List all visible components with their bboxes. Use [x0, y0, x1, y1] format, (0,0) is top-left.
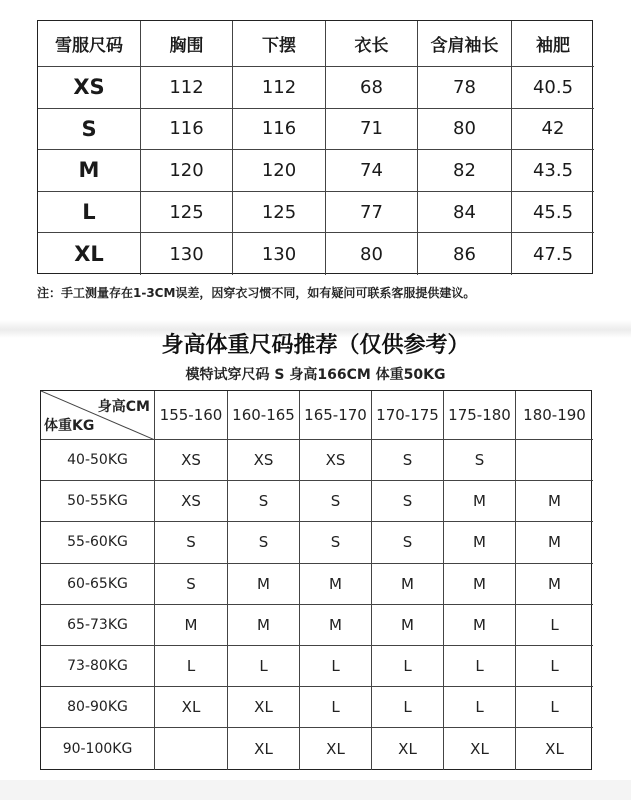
recommended-size-cell — [155, 728, 228, 769]
measurement-cell: 74 — [326, 150, 418, 192]
recommended-size-cell: S — [372, 522, 444, 563]
measurement-cell: 84 — [418, 192, 512, 234]
weight-axis-label: 体重KG — [44, 418, 95, 434]
height-range-header: 160-165 — [228, 391, 300, 440]
weight-range-label: 55-60KG — [41, 522, 155, 563]
measurement-cell: 42 — [512, 109, 594, 151]
size-recommend-table — [40, 390, 592, 770]
recommended-size-cell: S — [228, 481, 300, 522]
recommended-size-cell: XS — [300, 440, 372, 481]
measurement-cell: 45.5 — [512, 192, 594, 234]
recommended-size-cell: S — [228, 522, 300, 563]
recommended-size-cell: S — [300, 481, 372, 522]
height-range-header: 170-175 — [372, 391, 444, 440]
column-header: 胸围 — [141, 21, 233, 67]
measurement-cell: 71 — [326, 109, 418, 151]
measurement-cell: 68 — [326, 67, 418, 109]
recommended-size-cell: L — [372, 687, 444, 728]
recommended-size-cell: M — [155, 605, 228, 646]
measurement-cell: 116 — [233, 109, 326, 151]
size-label: L — [38, 192, 141, 234]
size-label: XL — [38, 233, 141, 275]
recommended-size-cell: M — [228, 564, 300, 605]
measurement-cell: 82 — [418, 150, 512, 192]
size-label: S — [38, 109, 141, 151]
recommended-size-cell: M — [372, 605, 444, 646]
recommended-size-cell: M — [516, 522, 593, 563]
recommended-size-cell: S — [372, 440, 444, 481]
recommended-size-cell: L — [155, 646, 228, 687]
recommended-size-cell: S — [155, 522, 228, 563]
recommended-size-cell: XL — [228, 728, 300, 769]
recommended-size-cell: XS — [155, 481, 228, 522]
recommended-size-cell: XS — [228, 440, 300, 481]
recommended-size-cell: M — [516, 564, 593, 605]
recommended-size-cell: XL — [545, 739, 564, 758]
recommended-size-cell: S — [300, 522, 372, 563]
recommend-title: 身高体重尺码推荐（仅供参考） — [161, 333, 470, 358]
recommended-size-cell: L — [516, 687, 593, 728]
recommended-size-cell: S — [155, 564, 228, 605]
recommended-size-cell: XL — [228, 687, 300, 728]
weight-range-label: 65-73KG — [41, 605, 155, 646]
size-label: XS — [38, 67, 141, 109]
measurement-cell: 112 — [233, 67, 326, 109]
column-header: 下摆 — [233, 21, 326, 67]
recommended-size-cell: S — [372, 481, 444, 522]
recommended-size-cell: M — [444, 481, 516, 522]
weight-range-label: 73-80KG — [41, 646, 155, 687]
recommended-size-cell: M — [372, 564, 444, 605]
recommended-size-cell — [516, 440, 593, 481]
measurement-cell: 125 — [141, 192, 233, 234]
recommended-size-cell: M — [516, 481, 593, 522]
measurement-cell: 77 — [326, 192, 418, 234]
measurement-cell: 120 — [233, 150, 326, 192]
recommended-size-cell: XS — [155, 440, 228, 481]
recommended-size-cell: L — [444, 646, 516, 687]
measurement-note: 注：手工测量存在1-3CM误差，因穿衣习惯不同，如有疑问可联系客服提供建议。 — [37, 286, 476, 300]
column-header: 袖肥 — [512, 21, 594, 67]
column-header: 含肩袖长 — [418, 21, 512, 67]
recommended-size-cell: XL — [300, 728, 372, 769]
recommended-size-cell: M — [300, 564, 372, 605]
recommended-size-cell: L — [228, 646, 300, 687]
height-range-header: 155-160 — [155, 391, 228, 440]
measurement-cell: 80 — [326, 233, 418, 275]
recommended-size-cell: M — [444, 522, 516, 563]
recommended-size-cell: M — [300, 605, 372, 646]
recommended-size-cell: XL — [372, 728, 444, 769]
measurement-cell: 78 — [418, 67, 512, 109]
recommended-size-cell: S — [444, 440, 516, 481]
bottom-band — [0, 780, 631, 800]
recommended-size-cell: L — [516, 646, 593, 687]
recommended-size-cell: L — [300, 646, 372, 687]
recommended-size-cell: M — [444, 605, 516, 646]
weight-range-label: 50-55KG — [41, 481, 155, 522]
recommended-size-cell: L — [372, 646, 444, 687]
size-chart-table — [37, 20, 593, 274]
column-header: 衣长 — [326, 21, 418, 67]
height-range-header: 180-190 — [516, 391, 593, 440]
measurement-cell: 40.5 — [512, 67, 594, 109]
measurement-cell: 43.5 — [512, 150, 594, 192]
recommended-size-cell: L — [516, 605, 593, 646]
measurement-cell: 112 — [141, 67, 233, 109]
recommended-size-cell: L — [300, 687, 372, 728]
recommended-size-cell: M — [444, 564, 516, 605]
recommended-size-cell: L — [444, 687, 516, 728]
measurement-cell: 80 — [418, 109, 512, 151]
weight-range-label: 60-65KG — [41, 564, 155, 605]
weight-range-label: 80-90KG — [41, 687, 155, 728]
weight-range-label: 90-100KG — [41, 728, 155, 769]
recommended-size-cell: XL — [444, 728, 516, 769]
recommended-size-cell: M — [228, 605, 300, 646]
model-info: 模特试穿尺码 S 身高166CM 体重50KG — [185, 367, 446, 383]
measurement-cell: 130 — [233, 233, 326, 275]
measurement-cell: 120 — [141, 150, 233, 192]
recommended-size-cell: XL — [155, 687, 228, 728]
column-header: 雪服尺码 — [38, 21, 141, 67]
measurement-cell: 116 — [141, 109, 233, 151]
height-axis-label: 身高CM — [97, 399, 150, 415]
measurement-cell: 86 — [418, 233, 512, 275]
measurement-cell: 47.5 — [532, 243, 574, 265]
table-corner-header — [41, 391, 155, 440]
measurement-cell: 130 — [141, 233, 233, 275]
size-label: M — [38, 150, 141, 192]
height-range-header: 175-180 — [444, 391, 516, 440]
weight-range-label: 40-50KG — [41, 440, 155, 481]
height-range-header: 165-170 — [300, 391, 372, 440]
measurement-cell: 125 — [233, 192, 326, 234]
